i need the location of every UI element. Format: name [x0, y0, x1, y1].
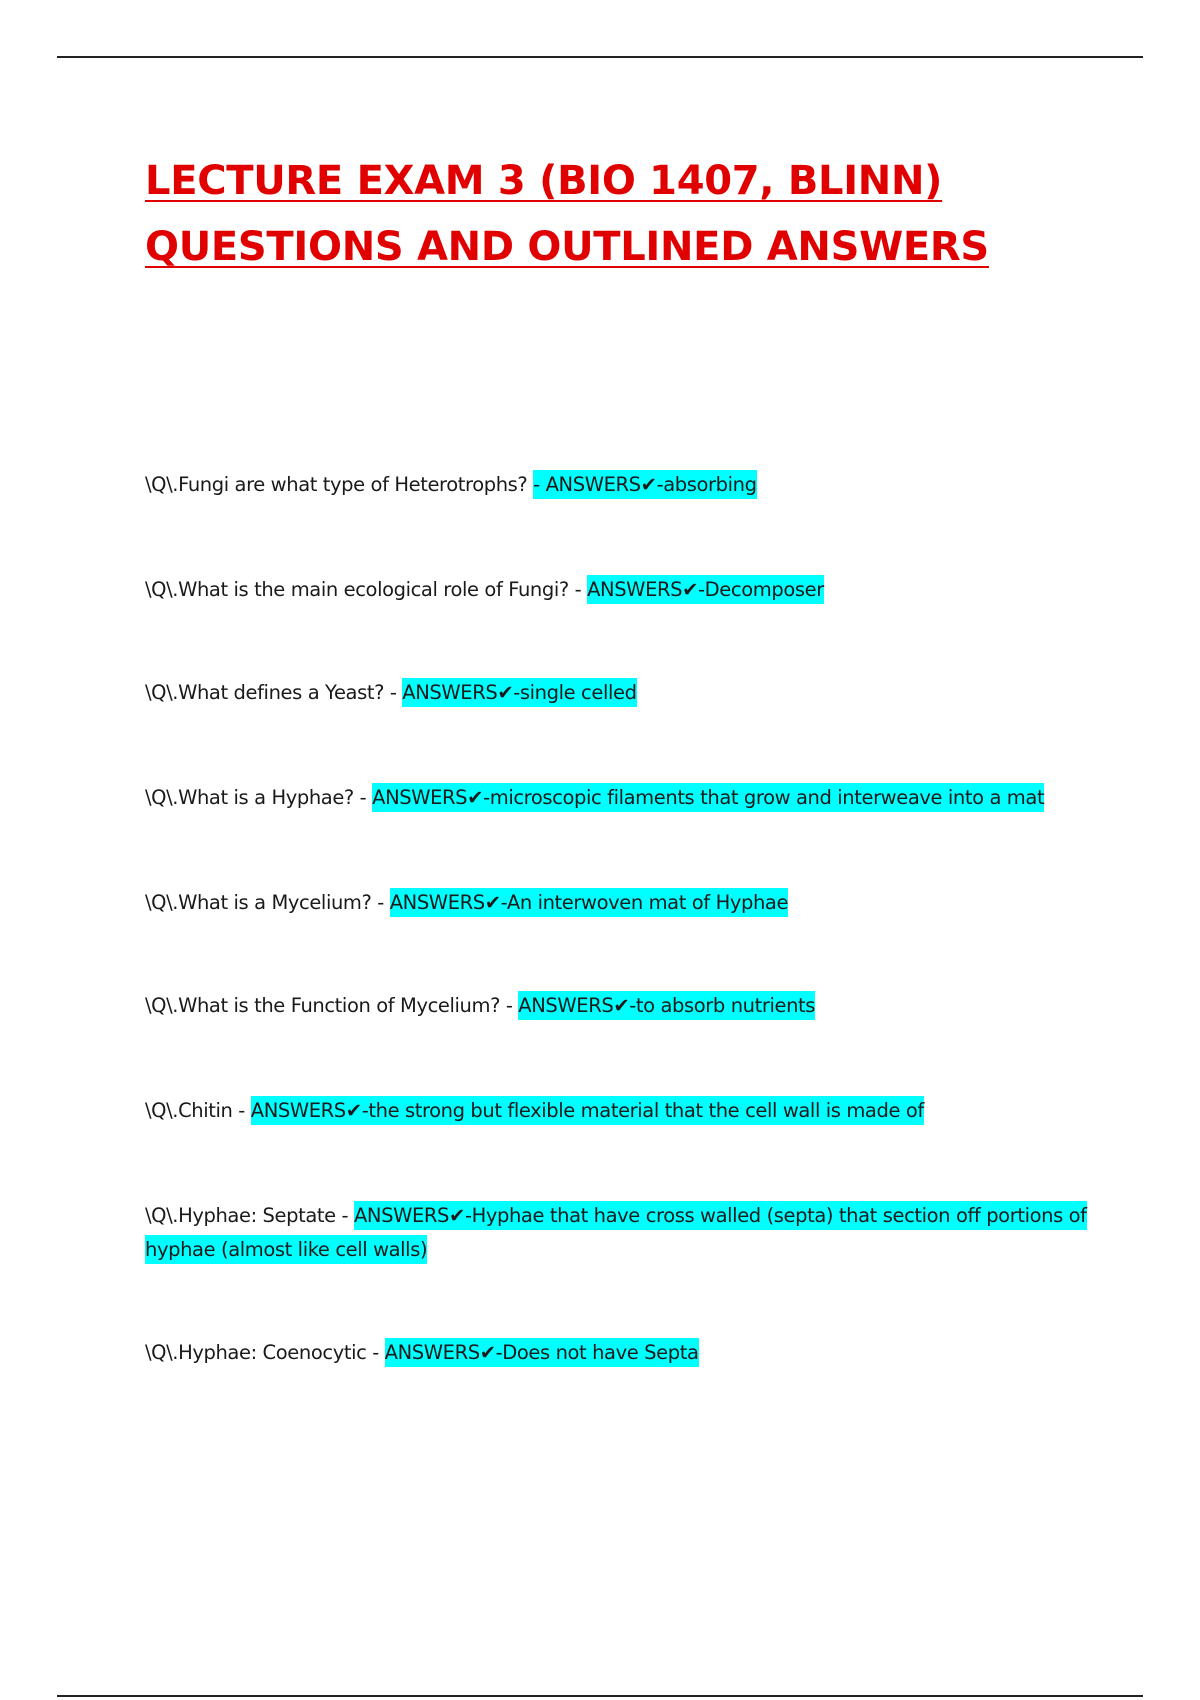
- qa-item-3: [145, 676, 1100, 710]
- question-text: \Q\.What is a Hyphae? -: [145, 786, 373, 809]
- title-line-1: LECTURE EXAM 3 (BIO 1407, BLINN): [145, 158, 943, 204]
- header-rule: [57, 56, 1143, 58]
- question-text: \Q\.Chitin -: [145, 1099, 251, 1122]
- qa-item-2: [145, 573, 1100, 607]
- question-text: \Q\.Fungi are what type of Heterotrophs?: [145, 473, 534, 496]
- qa-item-6: [145, 989, 1100, 1023]
- qa-item-7: [145, 1094, 1100, 1128]
- answer-highlight: ANSWERS✔-the strong but flexible material that the cell wall is made of: [251, 1096, 924, 1125]
- question-text: \Q\.What is a Mycelium? -: [145, 891, 390, 914]
- qa-item-5: [145, 886, 1100, 920]
- question-text: \Q\.What is the main ecological role of Fungi? -: [145, 578, 588, 601]
- document-title: [145, 148, 1145, 280]
- answer-highlight: ANSWERS✔-Hyphae that have cross walled (septa) that section off portions of hyphae (almost like cell walls): [145, 1201, 1087, 1264]
- answer-highlight: ANSWERS✔-An interwoven mat of Hyphae: [390, 888, 788, 917]
- qa-item-9: [145, 1336, 1100, 1370]
- qa-item-8: [145, 1199, 1100, 1267]
- footer-rule: [57, 1695, 1143, 1697]
- qa-item-1: [145, 468, 1100, 502]
- question-text: \Q\.Hyphae: Coenocytic -: [145, 1341, 385, 1364]
- answer-highlight: ANSWERS✔-to absorb nutrients: [518, 991, 815, 1020]
- answer-highlight: - ANSWERS✔-absorbing: [533, 470, 756, 499]
- question-text: \Q\.Hyphae: Septate -: [145, 1204, 354, 1227]
- answer-highlight: ANSWERS✔-single celled: [402, 678, 636, 707]
- title-line-2: QUESTIONS AND OUTLINED ANSWERS: [145, 224, 989, 270]
- question-text: \Q\.What is the Function of Mycelium? -: [145, 994, 519, 1017]
- answer-highlight: ANSWERS✔-microscopic filaments that grow and interweave into a mat: [372, 783, 1044, 812]
- answer-highlight: ANSWERS✔-Does not have Septa: [385, 1338, 699, 1367]
- answer-highlight: ANSWERS✔-Decomposer: [587, 575, 824, 604]
- question-text: \Q\.What defines a Yeast? -: [145, 681, 403, 704]
- qa-item-4: [145, 781, 1100, 815]
